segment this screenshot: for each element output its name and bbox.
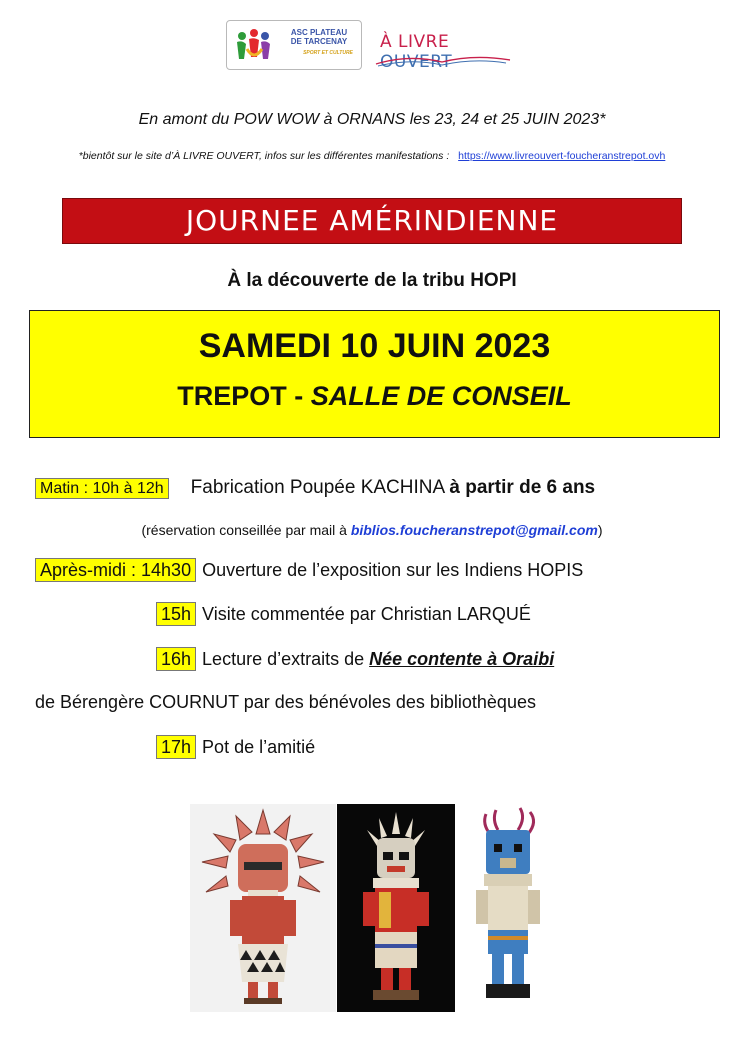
matin-time-badge: Matin : 10h à 12h: [35, 478, 169, 499]
kachina-doll-photo-3: [456, 804, 560, 1012]
event-date: SAMEDI 10 JUIN 2023: [198, 327, 551, 365]
h15-activity: Visite commentée par Christian LARQUÉ: [202, 604, 531, 624]
kachina-doll-photo-2: [337, 804, 455, 1012]
livre-logo-word1: À LIVRE: [380, 32, 450, 52]
program-17h: [156, 737, 315, 758]
livre-logo-word2: OUVERT: [380, 52, 453, 72]
h16-activity: Lecture d’extraits de: [202, 649, 370, 669]
asc-logo-line1: ASC PLATEAU: [290, 28, 348, 37]
event-date-box: [29, 310, 720, 438]
reservation-email[interactable]: biblios.foucheranstrepot@gmail.com: [350, 522, 598, 538]
program-apres-midi: [35, 560, 583, 581]
asc-logo-subtitle: SPORT ET CULTURE: [303, 50, 353, 56]
matin-age: à partir de 6 ans: [449, 477, 596, 498]
kachina-doll-3-image: [456, 804, 560, 1012]
title-banner: [62, 198, 682, 244]
kachina-doll-2-image: [337, 804, 455, 1012]
matin-activity: Fabrication Poupée KACHINA: [190, 477, 450, 498]
event-place-town: TREPOT -: [177, 381, 311, 411]
website-note-text: *bientôt sur le site d’À LIVRE OUVERT, infos sur les différentes manifestations :: [78, 150, 450, 162]
h16-book-title: Née contente à Oraibi: [369, 649, 555, 669]
asc-plateau-logo: [226, 20, 362, 70]
subtitle: À la découverte de la tribu HOPI: [227, 270, 517, 291]
kachina-doll-1-image: [190, 804, 336, 1012]
h16-time-badge: 16h: [156, 647, 196, 671]
intro-line: En amont du POW WOW à ORNANS les 23, 24 et 25 JUIN 2023*: [138, 111, 606, 128]
website-link[interactable]: https://www.livreouvert-foucheranstrepot.ovh: [458, 150, 666, 162]
program-16h-continued: de Bérengère COURNUT par des bénévoles des bibliothèques: [35, 692, 536, 712]
h17-time-badge: 17h: [156, 735, 196, 759]
h15-time-badge: 15h: [156, 602, 196, 626]
banner-title: JOURNEE AMÉRINDIENNE: [185, 204, 559, 237]
apres-time-badge: Après-midi : 14h30: [35, 558, 196, 582]
kachina-doll-photo-1: [190, 804, 336, 1012]
program-matin: [35, 477, 595, 499]
program-15h: [156, 604, 531, 625]
event-place: [30, 381, 719, 412]
a-livre-ouvert-logo: [370, 22, 520, 70]
h17-activity: Pot de l’amitié: [202, 737, 316, 757]
people-figures-icon: [235, 27, 273, 63]
open-book-swoosh-icon: [374, 52, 514, 68]
apres-activity: Ouverture de l’exposition sur les Indiens HOPIS: [202, 560, 584, 580]
event-place-venue: SALLE DE CONSEIL: [310, 381, 572, 411]
reservation-note: [0, 522, 744, 538]
program-16h: [156, 649, 554, 670]
reservation-text: (réservation conseillée par mail à: [141, 522, 351, 538]
website-note: [0, 150, 744, 162]
asc-logo-line2: DE TARCENAY: [290, 37, 348, 46]
reservation-close: ): [597, 522, 603, 538]
